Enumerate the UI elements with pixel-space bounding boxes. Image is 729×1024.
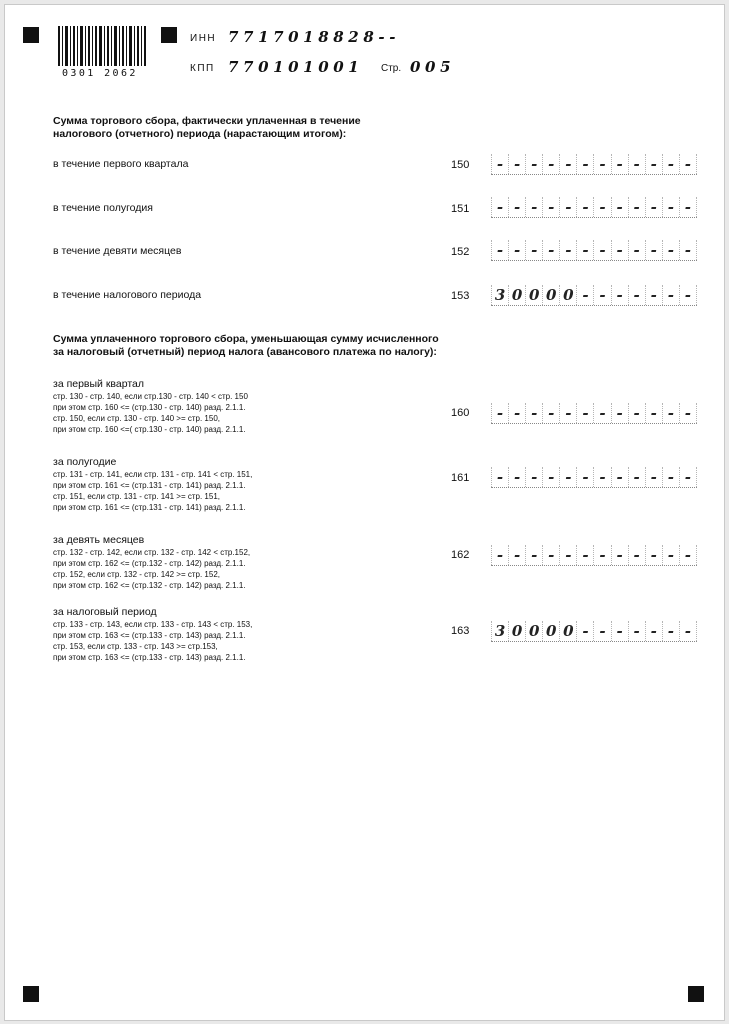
form-cell: -	[612, 621, 629, 641]
note-line: при этом стр. 162 <= (стр.132 - стр. 142) разд. 2.1.1.	[53, 559, 246, 568]
form-cell: -	[543, 545, 560, 565]
form-cell: -	[543, 197, 560, 217]
form-cell: -	[663, 621, 680, 641]
note-line: стр. 132 - стр. 142, если стр. 132 - стр. 142 < стр.152,	[53, 548, 251, 557]
section-title-reduction	[53, 333, 439, 359]
form-cell: -	[509, 403, 526, 423]
form-cell: -	[663, 154, 680, 174]
form-cell: -	[577, 154, 594, 174]
form-cell: -	[594, 403, 611, 423]
section-title-line: за налоговый (отчетный) период налога (авансового платежа по налогу):	[53, 346, 437, 358]
form-cell: 0	[509, 621, 526, 641]
form-cell: -	[509, 154, 526, 174]
alignment-marker-bottom-left	[23, 986, 39, 1002]
form-cell: -	[629, 403, 646, 423]
form-cell: -	[646, 154, 663, 174]
line-code-152: 152	[451, 246, 470, 258]
form-cell: -	[629, 154, 646, 174]
form-cell: 3	[491, 285, 509, 305]
form-cell: -	[543, 467, 560, 487]
input-field-161[interactable]	[491, 467, 697, 488]
note-line: при этом стр. 161 <= (стр.131 - стр. 141) разд. 2.1.1.	[53, 481, 246, 490]
form-cell: -	[612, 285, 629, 305]
section-title-line: Сумма уплаченного торгового сбора, уменьшающая сумму исчисленного	[53, 333, 439, 345]
form-cell: -	[509, 240, 526, 260]
input-field-162[interactable]	[491, 545, 697, 566]
page-number: 005	[410, 58, 456, 76]
form-cell: 0	[526, 621, 543, 641]
form-cell: -	[680, 467, 697, 487]
form-cell: -	[509, 197, 526, 217]
inn-label: ИНН	[190, 33, 217, 44]
row-label-152: в течение девяти месяцев	[53, 245, 182, 257]
form-cell: -	[594, 621, 611, 641]
form-cell: -	[491, 467, 509, 487]
line-code-163: 163	[451, 625, 470, 637]
alignment-marker-bottom-right	[688, 986, 704, 1002]
alignment-marker-top-left	[23, 27, 39, 43]
line-code-162: 162	[451, 549, 470, 561]
form-cell: -	[594, 545, 611, 565]
form-cell: -	[526, 545, 543, 565]
form-cell: -	[509, 467, 526, 487]
form-cell: -	[663, 285, 680, 305]
form-cell: -	[612, 545, 629, 565]
form-cell: -	[491, 403, 509, 423]
form-cell: -	[629, 285, 646, 305]
note-line: стр. 152, если стр. 132 - стр. 142 >= стр. 152,	[53, 570, 220, 579]
note-line: стр. 153, если стр. 133 - стр. 143 >= стр.153,	[53, 642, 218, 651]
form-cell: -	[629, 621, 646, 641]
form-cell: -	[543, 240, 560, 260]
line-code-161: 161	[451, 472, 470, 484]
form-cell: -	[680, 240, 697, 260]
note-line: при этом стр. 161 <= (стр.131 - стр. 141) разд. 2.1.1.	[53, 503, 246, 512]
form-cell: -	[646, 403, 663, 423]
form-cell: -	[663, 545, 680, 565]
form-cell: -	[594, 467, 611, 487]
form-cell: -	[560, 197, 577, 217]
form-cell: -	[629, 545, 646, 565]
form-cell: -	[680, 154, 697, 174]
form-cell: -	[526, 403, 543, 423]
line-code-151: 151	[451, 203, 470, 215]
form-cell: -	[577, 621, 594, 641]
form-cell: -	[526, 197, 543, 217]
section-title-line: Сумма торгового сбора, фактически уплаченная в течение	[53, 115, 361, 127]
form-cell: -	[560, 467, 577, 487]
inn-value: 7717018828--	[228, 28, 401, 46]
note-line: при этом стр. 160 <=( стр.130 - стр. 140) разд. 2.1.1.	[53, 425, 246, 434]
input-field-151[interactable]	[491, 197, 697, 218]
kpp-label: КПП	[190, 63, 215, 74]
row-title-162: за девять месяцев	[53, 534, 145, 546]
row-title-160: за первый квартал	[53, 378, 145, 390]
form-cell: -	[491, 545, 509, 565]
form-cell: -	[646, 621, 663, 641]
form-cell: -	[594, 197, 611, 217]
form-cell: -	[543, 403, 560, 423]
form-cell: -	[646, 545, 663, 565]
form-cell: -	[577, 467, 594, 487]
form-cell: -	[491, 240, 509, 260]
input-field-152[interactable]	[491, 240, 697, 261]
form-cell: -	[663, 240, 680, 260]
section-title-line: налогового (отчетного) периода (нарастающим итогом):	[53, 128, 347, 140]
page-label: Стр.	[381, 63, 402, 74]
line-code-150: 150	[451, 159, 470, 171]
form-cell: -	[526, 154, 543, 174]
form-cell: -	[577, 197, 594, 217]
line-code-153: 153	[451, 290, 470, 302]
form-cell: -	[629, 467, 646, 487]
note-line: стр. 131 - стр. 141, если стр. 131 - стр. 141 < стр. 151,	[53, 470, 253, 479]
form-cell: -	[680, 197, 697, 217]
form-cell: -	[612, 467, 629, 487]
form-cell: -	[543, 154, 560, 174]
form-cell: 3	[491, 621, 509, 641]
form-cell: -	[612, 154, 629, 174]
note-line: при этом стр. 163 <= (стр.133 - стр. 143) разд. 2.1.1.	[53, 653, 246, 662]
form-cell: -	[680, 285, 697, 305]
form-cell: -	[646, 467, 663, 487]
form-cell: 0	[560, 621, 577, 641]
form-cell: -	[509, 545, 526, 565]
form-cell: -	[577, 285, 594, 305]
row-label-150: в течение первого квартала	[53, 158, 189, 170]
note-line: при этом стр. 162 <= (стр.132 - стр. 142) разд. 2.1.1.	[53, 581, 246, 590]
form-cell: -	[612, 240, 629, 260]
form-cell: -	[594, 285, 611, 305]
form-cell: -	[560, 403, 577, 423]
form-cell: -	[646, 197, 663, 217]
form-cell: -	[594, 154, 611, 174]
form-cell: -	[680, 545, 697, 565]
form-cell: -	[680, 621, 697, 641]
form-cell: -	[663, 467, 680, 487]
form-cell: -	[680, 403, 697, 423]
form-cell: -	[577, 240, 594, 260]
note-line: стр. 150, если стр. 130 - стр. 140 >= стр. 150,	[53, 414, 220, 423]
form-cell: -	[629, 240, 646, 260]
note-line: стр. 133 - стр. 143, если стр. 133 - стр. 143 < стр. 153,	[53, 620, 253, 629]
note-line: стр. 130 - стр. 140, если стр.130 - стр. 140 < стр. 150	[53, 392, 248, 401]
form-cell: -	[594, 240, 611, 260]
form-cell: -	[663, 403, 680, 423]
form-cell: -	[629, 197, 646, 217]
line-code-160: 160	[451, 407, 470, 419]
form-page	[4, 4, 725, 1021]
form-cell: 0	[543, 621, 560, 641]
form-cell: -	[560, 545, 577, 565]
section-title-paid	[53, 115, 361, 141]
form-cell: -	[663, 197, 680, 217]
input-field-160[interactable]	[491, 403, 697, 424]
form-cell: -	[646, 285, 663, 305]
input-field-153[interactable]	[491, 285, 697, 306]
input-field-150[interactable]	[491, 154, 697, 175]
form-cell: -	[526, 467, 543, 487]
form-cell: -	[560, 154, 577, 174]
form-cell: -	[577, 403, 594, 423]
form-cell: 0	[509, 285, 526, 305]
input-field-163[interactable]	[491, 621, 697, 642]
form-cell: -	[612, 197, 629, 217]
form-cell: -	[526, 240, 543, 260]
note-line: при этом стр. 160 <= (стр.130 - стр. 140) разд. 2.1.1.	[53, 403, 246, 412]
row-label-153: в течение налогового периода	[53, 289, 202, 301]
form-cell: 0	[543, 285, 560, 305]
row-label-151: в течение полугодия	[53, 202, 153, 214]
alignment-marker-top-center	[161, 27, 177, 43]
row-title-163: за налоговый период	[53, 606, 157, 618]
kpp-value: 770101001	[228, 58, 364, 76]
barcode-icon	[58, 26, 148, 66]
form-cell: -	[577, 545, 594, 565]
note-line: стр. 151, если стр. 131 - стр. 141 >= стр. 151,	[53, 492, 220, 501]
note-line: при этом стр. 163 <= (стр.133 - стр. 143) разд. 2.1.1.	[53, 631, 246, 640]
barcode-number: 0301 2062	[62, 68, 138, 79]
row-title-161: за полугодие	[53, 456, 117, 468]
form-cell: -	[560, 240, 577, 260]
form-cell: -	[491, 197, 509, 217]
form-cell: -	[646, 240, 663, 260]
form-cell: -	[491, 154, 509, 174]
form-cell: 0	[560, 285, 577, 305]
form-cell: 0	[526, 285, 543, 305]
form-cell: -	[612, 403, 629, 423]
